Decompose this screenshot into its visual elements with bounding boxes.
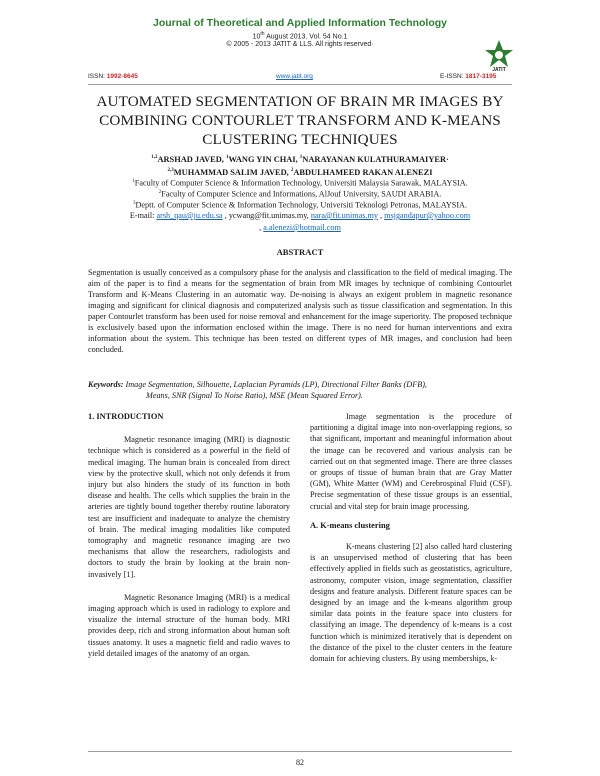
email-plain: ycwang@fit.unimas.my (228, 211, 307, 220)
author-name: ARSHAD JAVED, (157, 154, 226, 164)
email-sep: , (306, 211, 311, 220)
abstract-body: Segmentation is usually conceived as a compulsory phase for the analysis and classification to the field of medical imaging. The aim of the paper is to find a means for the segmentation of brain from MR images by technique of combining Contourlet Transform and K-Means Clustering in an automatic way. De-noising is always an exigent problem in magnetic resonance imaging and significant for clinical diagnosis and computerized analysis such as tissue classification and segmentation. In this paper Contourlet transform has been used for noise removal and enhancement for the image superiority. The proposed technique is exclusively based upon the information enclosed within the image. There is no need for human interventions and extra information about the system. This technique has been tested on different types of MR images, and conclusion had been concluded. (88, 268, 512, 354)
eissn-label: E-ISSN: (440, 73, 466, 80)
author-name: NARAYANAN KULATHURAMAIYER (302, 154, 446, 164)
email-link[interactable]: nara@fit.unimas.my (310, 211, 378, 220)
author-sep: · (446, 154, 449, 164)
issue-day-suffix: th (260, 31, 265, 37)
author-name: WANG YIN CHAI, (228, 154, 300, 164)
section-heading: 1. INTRODUCTION (88, 412, 164, 421)
issue-date (120, 31, 480, 40)
affiliation-text: Faculty of Computer Science & Information Technology, Universiti Malaysia Sarawak, MALAYSIA. (134, 178, 468, 188)
eissn (440, 73, 496, 80)
author-name: ABDULHAMEED RAKAN ALENEZI (293, 167, 433, 177)
email-sep: , (259, 223, 264, 232)
authors-line-1 (88, 152, 512, 165)
journal-title: Journal of Theoretical and Applied Information Technology (152, 17, 447, 29)
subsection-heading: A. K-means clustering (310, 520, 390, 530)
keywords-label: Keywords: (88, 380, 126, 389)
abstract-heading: ABSTRACT (276, 247, 324, 257)
affiliation-sup: 1 (132, 179, 135, 184)
keywords (88, 379, 512, 391)
email-link[interactable]: a.alenezi@hotmail.com (263, 223, 341, 232)
author-sup: 1 (225, 155, 229, 160)
paragraph: Image segmentation is the procedure of partitioning a digital image into non-overlapping regions, so that significant, important and meaningful information about the image can be recovered and various analysis can be carried out on that segmented image. There are three classes or groups of tissue of human brain that are Gray Matter (GM), White Matter (WM) and Cerebrospinal Fluid (CSF). Precise segmentation of these tissue groups is an essential, crucial and vital step for brain image processing. (310, 412, 512, 511)
email-link[interactable]: msjgandapur@yahoo.com (384, 211, 471, 220)
email-line-2 (88, 222, 512, 233)
issn-number: 1992-8645 (106, 73, 138, 80)
right-column (310, 411, 512, 664)
affiliation-sup: 3 (132, 201, 136, 206)
page-number: 82 (296, 758, 304, 767)
logo-label: JATIT (492, 67, 506, 73)
journal-url-link[interactable]: www.jatit.org (276, 73, 313, 80)
eissn-number: 1817-3195 (465, 73, 497, 80)
paragraph: Magnetic Resonance Imaging (MRI) is a medical imaging approach which is used in radiology to explore and visualize the internal structure of the human body. MRI provides deep, rich and strong information about human soft tissues anatomy. It uses a magnetic field and radio waves to yield detailed images of the anatomy of an organ. (88, 592, 290, 658)
issn-label: ISSN: (88, 73, 107, 80)
left-column (88, 411, 290, 659)
footer-divider (88, 751, 512, 752)
author-sup: 1 (299, 155, 303, 160)
author-sup: 1,2 (151, 155, 158, 160)
keywords-continued: Means, SNR (Signal To Noise Ratio), MSE (Mean Squared Error). (146, 391, 363, 400)
author-sup: 2,3 (167, 167, 174, 173)
issue-day: 10 (252, 33, 261, 41)
author-name: MUHAMMAD SALIM JAVED, (173, 167, 291, 177)
email-link[interactable]: arsh_qau@ju.edu.sa (156, 211, 223, 220)
email-line (88, 210, 512, 221)
affiliation (88, 198, 512, 211)
authors (88, 152, 512, 178)
affiliation-sup: 2 (158, 190, 162, 195)
issn (88, 73, 138, 80)
email-sep: , (377, 211, 385, 220)
paper-title: AUTOMATED SEGMENTATION OF BRAIN MR IMAGES BY COMBINING CONTOURLET TRANSFORM AND K-MEANS CLUSTERING TECHNIQUES (96, 93, 504, 148)
journal-url[interactable] (276, 73, 313, 80)
author-sup: 2 (290, 167, 294, 173)
header-divider (88, 84, 512, 85)
issue-volume: August 2013. Vol. 54 No.1 (264, 33, 348, 41)
paragraph: K-means clustering [2] also called hard clustering is an unsupervised method of clustering that has been effectively applied in fields such as geostatistics, agriculture, astronomy, computer vision, image segmentation, classifier designs and feature analysis. Different feature spaces can be designed by an image and the k-means algorithm group similar data points in the feature space into clusters for classifying an image. The dependency of k-means is a cost function which is minimized iteratively that is dependent on the distance of the pixel to the cluster centers in the feature domain for achieving clusters. By using memberships, k- (310, 542, 512, 664)
affiliation-text: Faculty of Computer Science and Informations, AlJouf University, SAUDI ARABIA. (161, 189, 442, 199)
keywords-text: Image Segmentation, Silhouette, Laplacian Pyramids (LP), Directional Filter Banks (DFB), (125, 380, 427, 389)
email-label: E-mail: (129, 211, 157, 220)
affiliation-text: Deptt. of Computer Science & Information Technology, Universiti Teknologi Petronas, MALAYSIA. (135, 200, 468, 210)
copyright: © 2005 - 2013 JATIT & LLS. All rights reserved· (226, 41, 374, 48)
paragraph: Magnetic resonance imaging (MRI) is diagnostic technique which is considered as a powerful in the field of medical imaging. The human brain is concealed from direct view by the protective skull, which not only defends it from injury but also hinders the study of its function in both disease and health. The cells which supplies the brain in the arteries are tightly bound together thereby routine laboratory test are insufficient and inadequate to analyze the chemistry of brain. The medical imaging modalities like computed tomography and magnetic resonance imaging are two mechanisms that allow the researchers, radiologists and doctors to study the brain by looking at the brain non-invasively [1]. (88, 435, 290, 579)
email-sep: , (222, 211, 229, 220)
